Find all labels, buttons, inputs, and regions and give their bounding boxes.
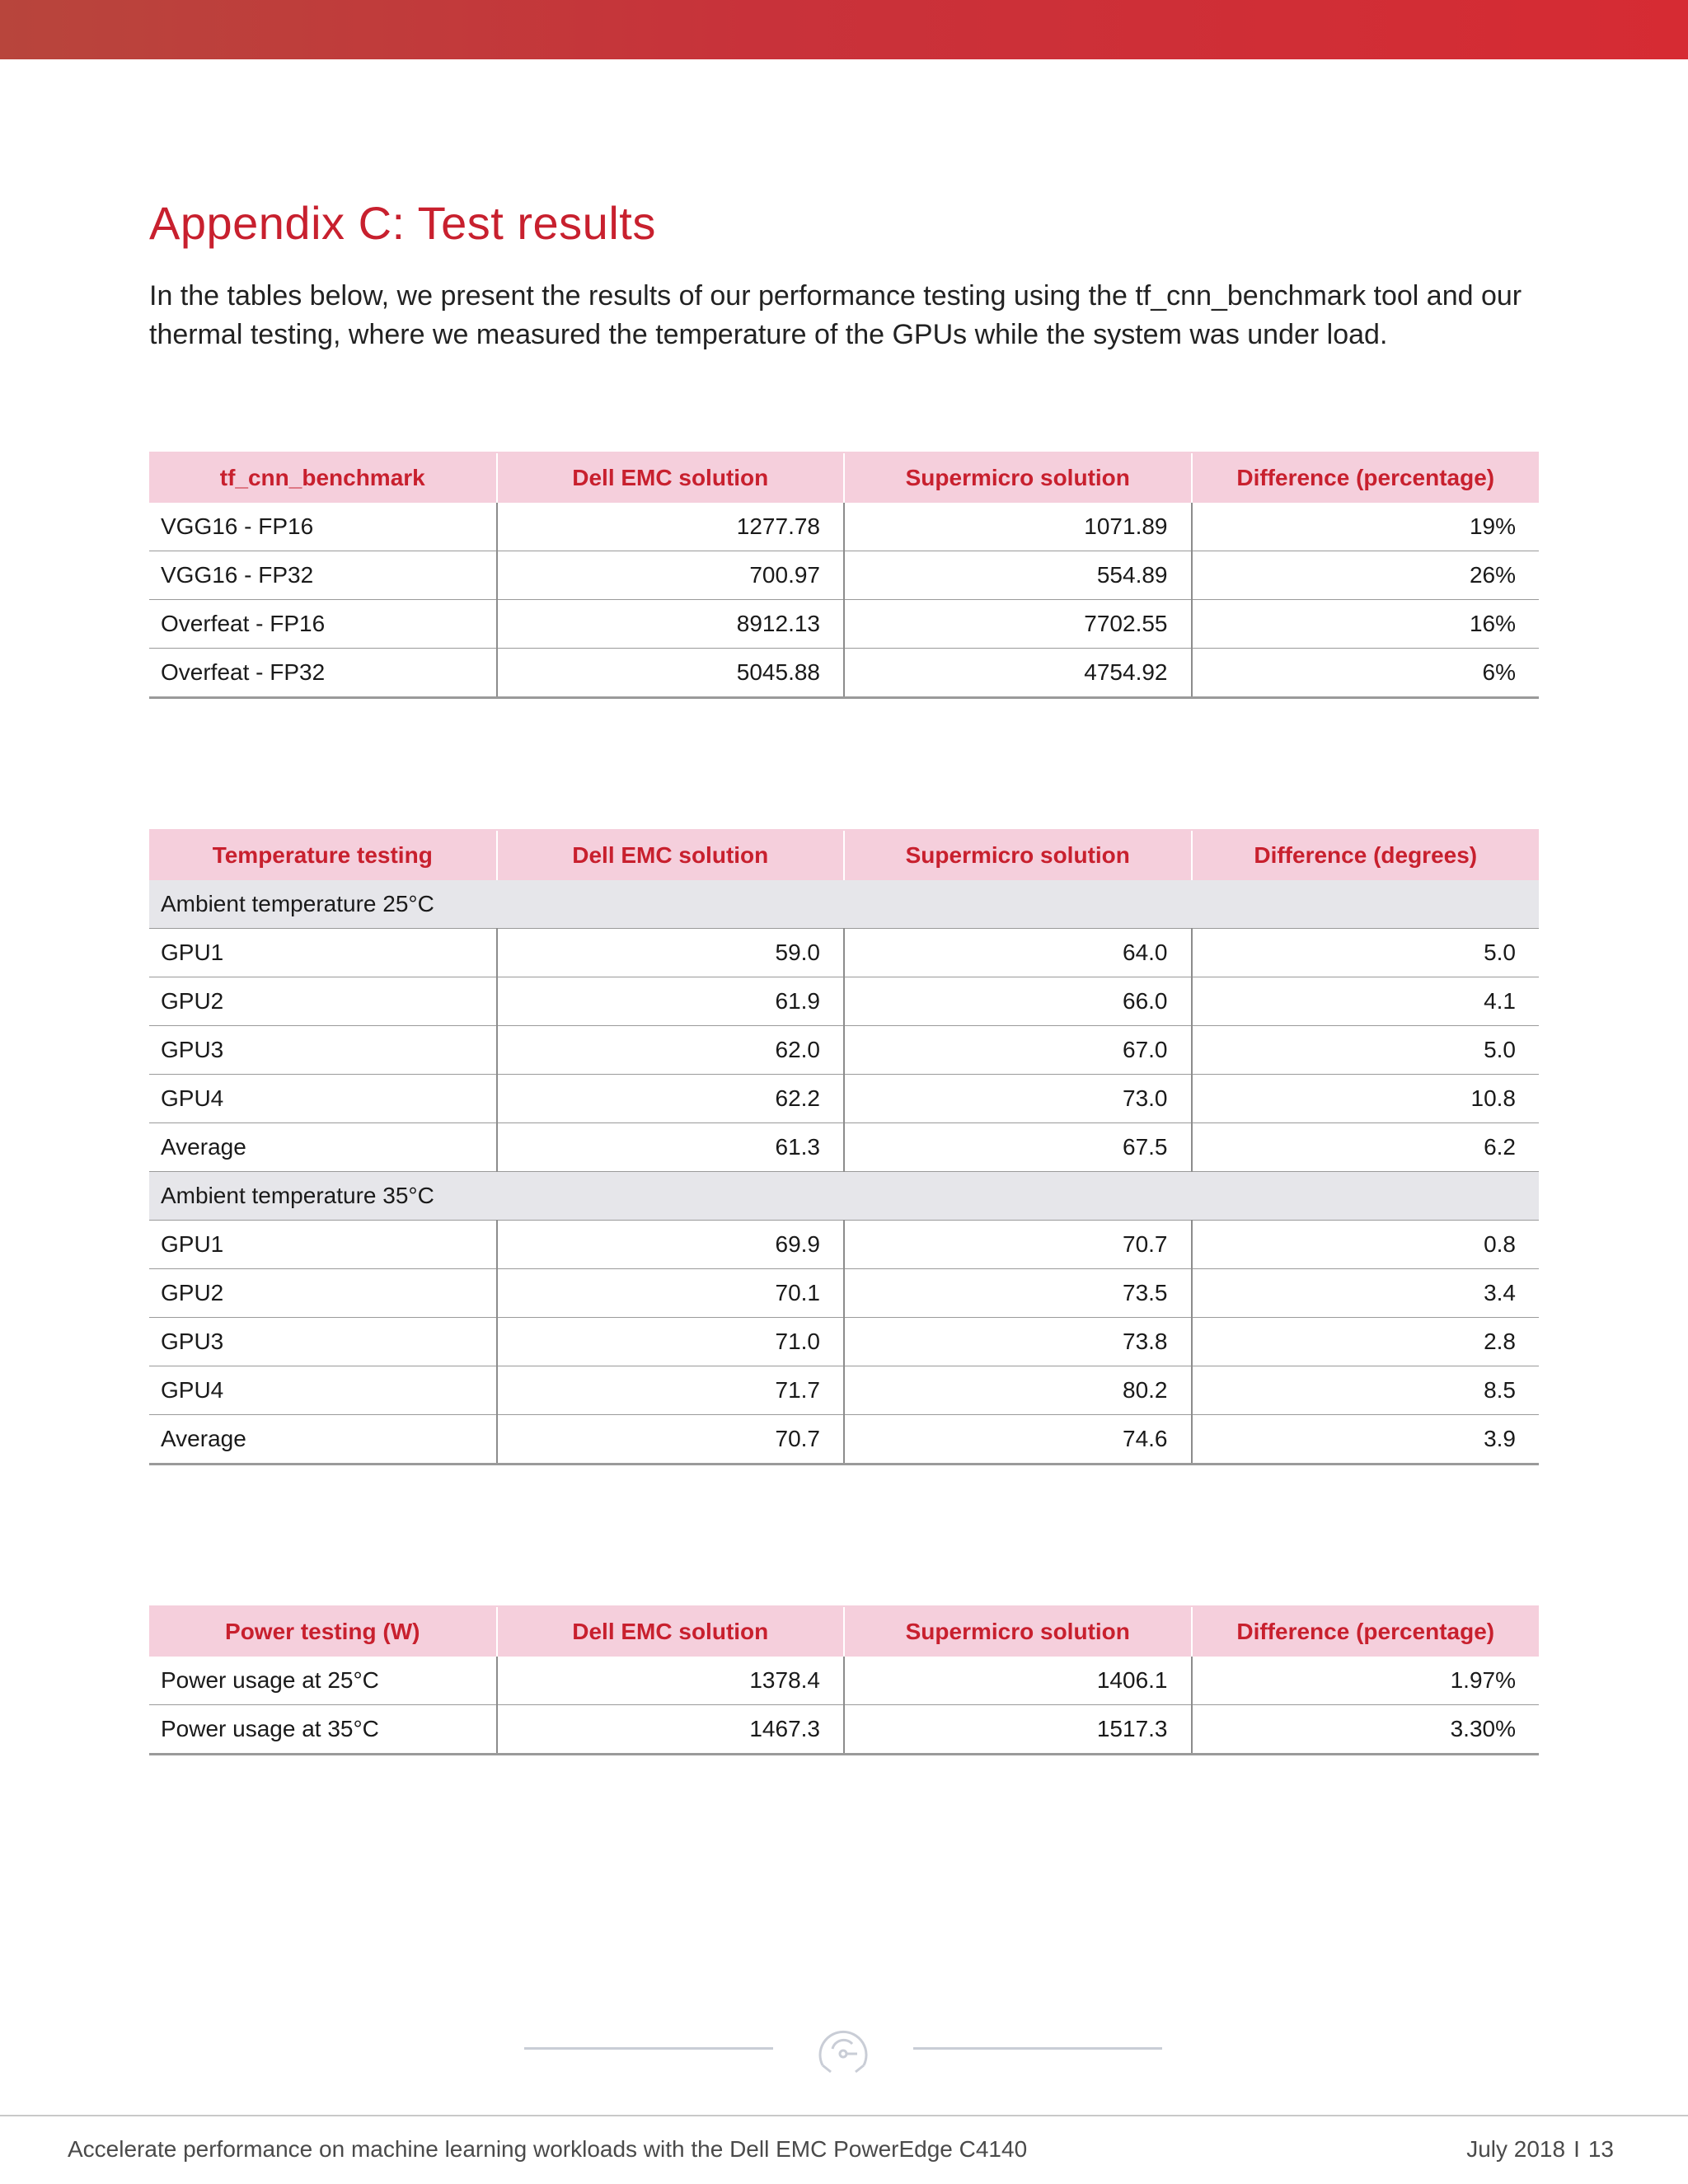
row-label: Power usage at 25°C (149, 1657, 497, 1705)
cell-value: 80.2 (844, 1366, 1192, 1415)
cell-value: 6.2 (1192, 1123, 1540, 1172)
cell-value: 2.8 (1192, 1318, 1540, 1366)
table-header-row (149, 452, 1539, 503)
column-header: Supermicro solution (844, 1606, 1192, 1657)
divider-left (524, 2047, 773, 2050)
cell-value: 6% (1192, 649, 1540, 698)
table-row (149, 551, 1539, 600)
table-header-row (149, 1606, 1539, 1657)
cell-value: 1.97% (1192, 1657, 1540, 1705)
table-row (149, 977, 1539, 1026)
row-label: Overfeat - FP32 (149, 649, 497, 698)
cell-value: 4754.92 (844, 649, 1192, 698)
row-label: Power usage at 35°C (149, 1705, 497, 1755)
row-label: GPU3 (149, 1318, 497, 1366)
cell-value: 73.8 (844, 1318, 1192, 1366)
intro-paragraph: In the tables below, we present the results of our performance testing using the tf_cnn_benchmark tool and our thermal testing, where we measured the temperature of the GPUs while the system was under load. (149, 280, 1522, 350)
cell-value: 70.1 (497, 1269, 845, 1318)
cell-value: 554.89 (844, 551, 1192, 600)
page-number: 13 (1587, 2136, 1614, 2162)
cell-value: 5.0 (1192, 1026, 1540, 1075)
cell-value: 1277.78 (497, 503, 845, 551)
cell-value: 70.7 (497, 1415, 845, 1465)
footer-doc-title: Accelerate performance on machine learning workloads with the Dell EMC PowerEdge C4140 (68, 2136, 1028, 2162)
table-row (149, 1026, 1539, 1075)
column-header: Dell EMC solution (497, 452, 845, 503)
cell-value: 64.0 (844, 929, 1192, 977)
cell-value: 26% (1192, 551, 1540, 600)
cell-value: 19% (1192, 503, 1540, 551)
row-label: GPU1 (149, 1221, 497, 1269)
row-label: Overfeat - FP16 (149, 600, 497, 649)
cell-value: 61.3 (497, 1123, 845, 1172)
row-label: Average (149, 1123, 497, 1172)
cell-value: 73.5 (844, 1269, 1192, 1318)
group-label: Ambient temperature 35°C (149, 1172, 1539, 1221)
table-row (149, 1657, 1539, 1705)
table-row (149, 1221, 1539, 1269)
table-row (149, 929, 1539, 977)
row-label: VGG16 - FP32 (149, 551, 497, 600)
row-label: GPU4 (149, 1366, 497, 1415)
cell-value: 71.0 (497, 1318, 845, 1366)
cell-value: 67.0 (844, 1026, 1192, 1075)
column-header: Temperature testing (149, 830, 497, 880)
cell-value: 67.5 (844, 1123, 1192, 1172)
cell-value: 74.6 (844, 1415, 1192, 1465)
row-label: GPU3 (149, 1026, 497, 1075)
cell-value: 66.0 (844, 977, 1192, 1026)
column-header: Supermicro solution (844, 452, 1192, 503)
footer-divider (0, 2115, 1688, 2116)
power-table (149, 1605, 1539, 1755)
column-header: Difference (percentage) (1192, 452, 1540, 503)
cell-value: 5045.88 (497, 649, 845, 698)
cell-value: 62.2 (497, 1075, 845, 1123)
footer-page-info (1466, 2136, 1614, 2163)
cell-value: 8.5 (1192, 1366, 1540, 1415)
cell-value: 1406.1 (844, 1657, 1192, 1705)
cell-value: 73.0 (844, 1075, 1192, 1123)
cell-value: 62.0 (497, 1026, 845, 1075)
row-label: GPU4 (149, 1075, 497, 1123)
table-row (149, 1269, 1539, 1318)
row-label: Average (149, 1415, 497, 1465)
cell-value: 1378.4 (497, 1657, 845, 1705)
cell-value: 59.0 (497, 929, 845, 977)
cell-value: 16% (1192, 600, 1540, 649)
table-row (149, 1366, 1539, 1415)
cell-value: 69.9 (497, 1221, 845, 1269)
column-header: Dell EMC solution (497, 830, 845, 880)
table-row (149, 1705, 1539, 1755)
cell-value: 3.4 (1192, 1269, 1540, 1318)
cell-value: 71.7 (497, 1366, 845, 1415)
row-label: GPU2 (149, 1269, 497, 1318)
cell-value: 700.97 (497, 551, 845, 600)
column-header: Difference (percentage) (1192, 1606, 1540, 1657)
footer-separator: I (1573, 2136, 1580, 2162)
footer-date: July 2018 (1466, 2136, 1566, 2162)
column-header: Supermicro solution (844, 830, 1192, 880)
cell-value: 1071.89 (844, 503, 1192, 551)
cell-value: 70.7 (844, 1221, 1192, 1269)
row-label: GPU1 (149, 929, 497, 977)
cell-value: 8912.13 (497, 600, 845, 649)
table-row (149, 1318, 1539, 1366)
table-header-row (149, 830, 1539, 880)
group-row (149, 1172, 1539, 1221)
table-row (149, 600, 1539, 649)
table-row (149, 649, 1539, 698)
benchmark-table (149, 452, 1539, 699)
cell-value: 0.8 (1192, 1221, 1540, 1269)
table-row (149, 1415, 1539, 1465)
column-header: Power testing (W) (149, 1606, 497, 1657)
cell-value: 1517.3 (844, 1705, 1192, 1755)
row-label: VGG16 - FP16 (149, 503, 497, 551)
column-header: Difference (degrees) (1192, 830, 1540, 880)
top-banner (0, 0, 1688, 59)
group-label: Ambient temperature 25°C (149, 880, 1539, 929)
cell-value: 4.1 (1192, 977, 1540, 1026)
table-row (149, 1075, 1539, 1123)
table-row (149, 503, 1539, 551)
column-header: Dell EMC solution (497, 1606, 845, 1657)
speedometer-icon (814, 2024, 872, 2075)
table-row (149, 1123, 1539, 1172)
divider-right (913, 2047, 1162, 2050)
cell-value: 3.30% (1192, 1705, 1540, 1755)
cell-value: 5.0 (1192, 929, 1540, 977)
cell-value: 10.8 (1192, 1075, 1540, 1123)
cell-value: 3.9 (1192, 1415, 1540, 1465)
temperature-table (149, 829, 1539, 1465)
cell-value: 61.9 (497, 977, 845, 1026)
column-header: tf_cnn_benchmark (149, 452, 497, 503)
group-row (149, 880, 1539, 929)
page-title: Appendix C: Test results (149, 197, 656, 249)
cell-value: 1467.3 (497, 1705, 845, 1755)
cell-value: 7702.55 (844, 600, 1192, 649)
row-label: GPU2 (149, 977, 497, 1026)
